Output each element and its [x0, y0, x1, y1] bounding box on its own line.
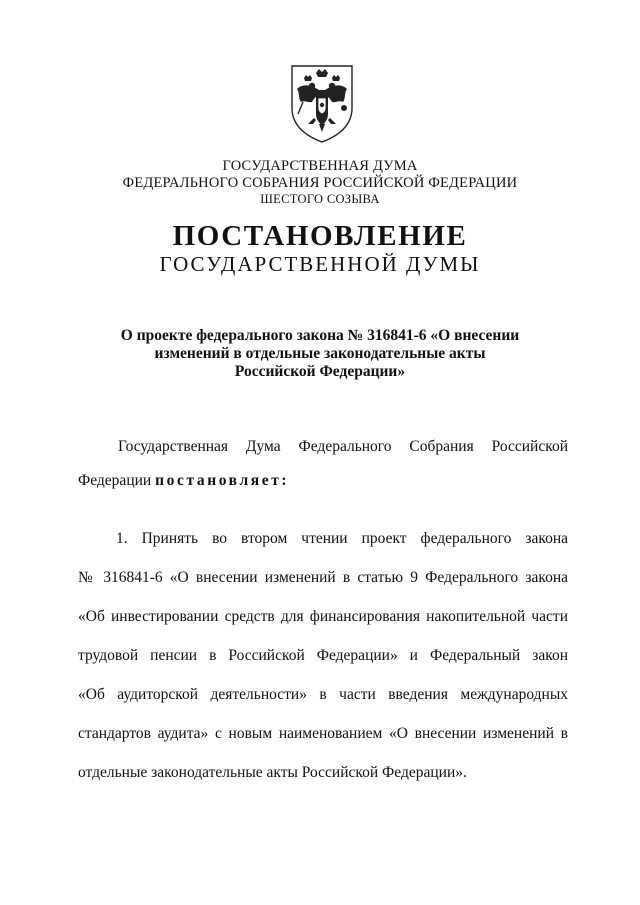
clause-line: № 316841-6 «О внесении изменений в статью 9 Федерального закона	[78, 569, 568, 586]
preamble-line: Государственная Дума Федерального Собрания Российской	[118, 438, 568, 455]
document-issuer-title: ГОСУДАРСТВЕННОЙ ДУМЫ	[159, 252, 481, 276]
organization-name-line1: ГОСУДАРСТВЕННАЯ ДУМА	[222, 158, 418, 174]
clause-line: «Об аудиторской деятельности» в части введения международных	[78, 686, 568, 703]
clause-line: «Об инвестировании средств для финансирования накопительной части	[78, 608, 568, 625]
clause-line: стандартов аудита» с новым наименованием «О внесении изменений в	[78, 725, 568, 742]
subject-line: Российской Федерации»	[234, 363, 406, 380]
document-subject	[110, 327, 530, 381]
clause-line: трудовой пенсии в Российской Федерации» и Федеральный закон	[78, 647, 568, 664]
preamble-text: Федерации	[78, 472, 156, 489]
coat-of-arms-emblem	[286, 62, 358, 144]
subject-line: изменений в отдельные законодательные акты	[154, 345, 486, 362]
preamble-line	[78, 471, 568, 491]
organization-name-line2: ФЕДЕРАЛЬНОГО СОБРАНИЯ РОССИЙСКОЙ ФЕДЕРАЦИИ	[122, 175, 518, 191]
resolves-word: постановляет:	[155, 472, 290, 489]
convocation-line: ШЕСТОГО СОЗЫВА	[260, 192, 380, 206]
clause-line: 1. Принять во втором чтении проект федерального закона	[116, 530, 568, 547]
clause-line: отдельные законодательные акты Российской Федерации».	[78, 764, 467, 781]
subject-line: О проекте федерального закона № 316841-6 «О внесении	[120, 327, 520, 344]
document-type-title: ПОСТАНОВЛЕНИЕ	[172, 220, 468, 252]
